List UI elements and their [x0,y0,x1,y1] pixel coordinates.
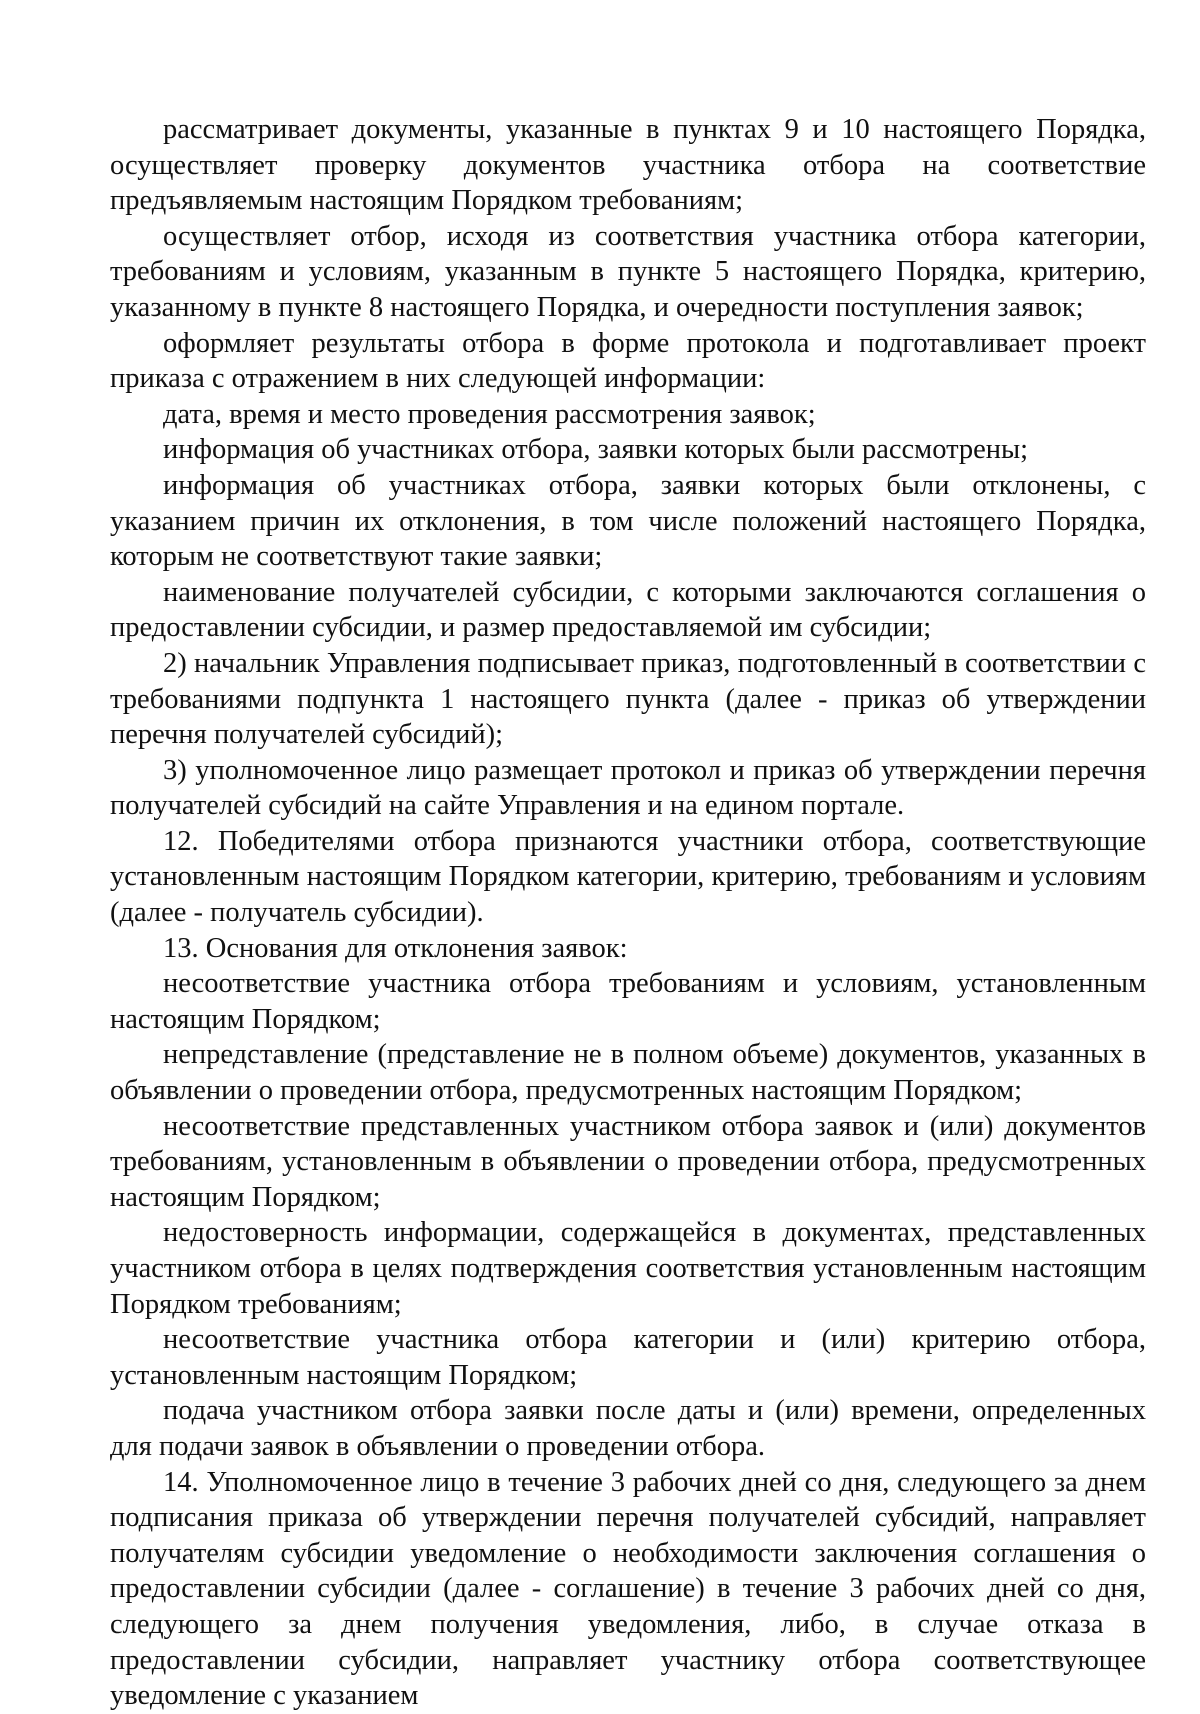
paragraph-rejection-reason-5: несоответствие участника отбора категории и (или) критерию отбора, установленным настоящим Порядком; [110,1324,1146,1391]
paragraph-section-13: 13. Основания для отклонения заявок: [163,932,628,964]
paragraph-item-3: 3) уполномоченное лицо размещает протокол и приказ об утверждении перечня получателей субсидий на сайте Управления и на едином портале. [110,754,1146,822]
paragraph-rejection-reason-3: несоответствие представленных участником отбора заявок и (или) документов требованиям, установленным в объявлении о проведении отбора, предусмотренных настоящим Порядком; [110,1110,1146,1213]
paragraph-rejected-participants: информация об участниках отбора, заявки которых были отклонены, с указанием причин их отклонения, в том числе положений настоящего Порядка, которым не соответствуют такие заявки; [110,469,1146,573]
paragraph-date-time-place: дата, время и место проведения рассмотрения заявок; [163,398,816,430]
paragraph-review-documents: рассматривает документы, указанные в пунктах 9 и 10 настоящего Порядка, осуществляет проверку документов участника отбора на соответствие предъявляемым настоящим Порядком требованиям; [110,114,1146,217]
paragraph-section-12: 12. Победителями отбора признаются участники отбора, соответствующие установленным настоящим Порядком категории, критерию, требованиям и условиям (далее - получатель субсидии). [110,825,1146,929]
paragraph-reviewed-participants: информация об участниках отбора, заявки которых были рассмотрены; [163,434,1029,466]
paragraph-rejection-reason-6: подача участником отбора заявки после даты и (или) времени, определенных для подачи заявок в объявлении о проведении отбора. [110,1395,1146,1462]
document-body [110,112,1146,1714]
paragraph-rejection-reason-1: несоответствие участника отбора требованиям и условиям, установленным настоящим Порядком; [110,968,1146,1035]
paragraph-protocol: оформляет результаты отбора в форме протокола и подготавливает проект приказа с отражением в них следующей информации: [110,327,1146,395]
paragraph-item-2: 2) начальник Управления подписывает приказ, подготовленный в соответствии с требованиями подпункта 1 настоящего пункта (далее - приказ об утверждении перечня получателей субсидий); [110,647,1146,751]
paragraph-rejection-reason-2: непредставление (представление не в полном объеме) документов, указанных в объявлении о проведении отбора, предусмотренных настоящим Порядком; [110,1039,1146,1107]
paragraph-selection: осуществляет отбор, исходя из соответствия участника отбора категории, требованиям и условиям, указанным в пункте 5 настоящего Порядка, критерию, указанному в пункте 8 настоящего Порядка, и очередности поступления заявок; [110,220,1146,323]
paragraph-section-14: 14. Уполномоченное лицо в течение 3 рабочих дней со дня, следующего за днем подписания приказа об утверждении перечня получателей субсидий, направляет получателям субсидии уведомление о необходимости заключения соглашения о предоставлении субсидии (далее - соглашение) в течение 3 рабочих дней со дня, следующего за днем получения уведомления, либо, в случае отказа в предоставлении субсидии, направляет участнику отбора соответствующее уведомление с указанием [110,1466,1146,1712]
paragraph-rejection-reason-4: недостоверность информации, содержащейся в документах, представленных участником отбора в целях подтверждения соответствия установленным настоящим Порядком требованиям; [110,1217,1146,1320]
paragraph-recipients: наименование получателей субсидии, с которыми заключаются соглашения о предоставлении субсидии, и размер предоставляемой им субсидии; [110,576,1146,644]
